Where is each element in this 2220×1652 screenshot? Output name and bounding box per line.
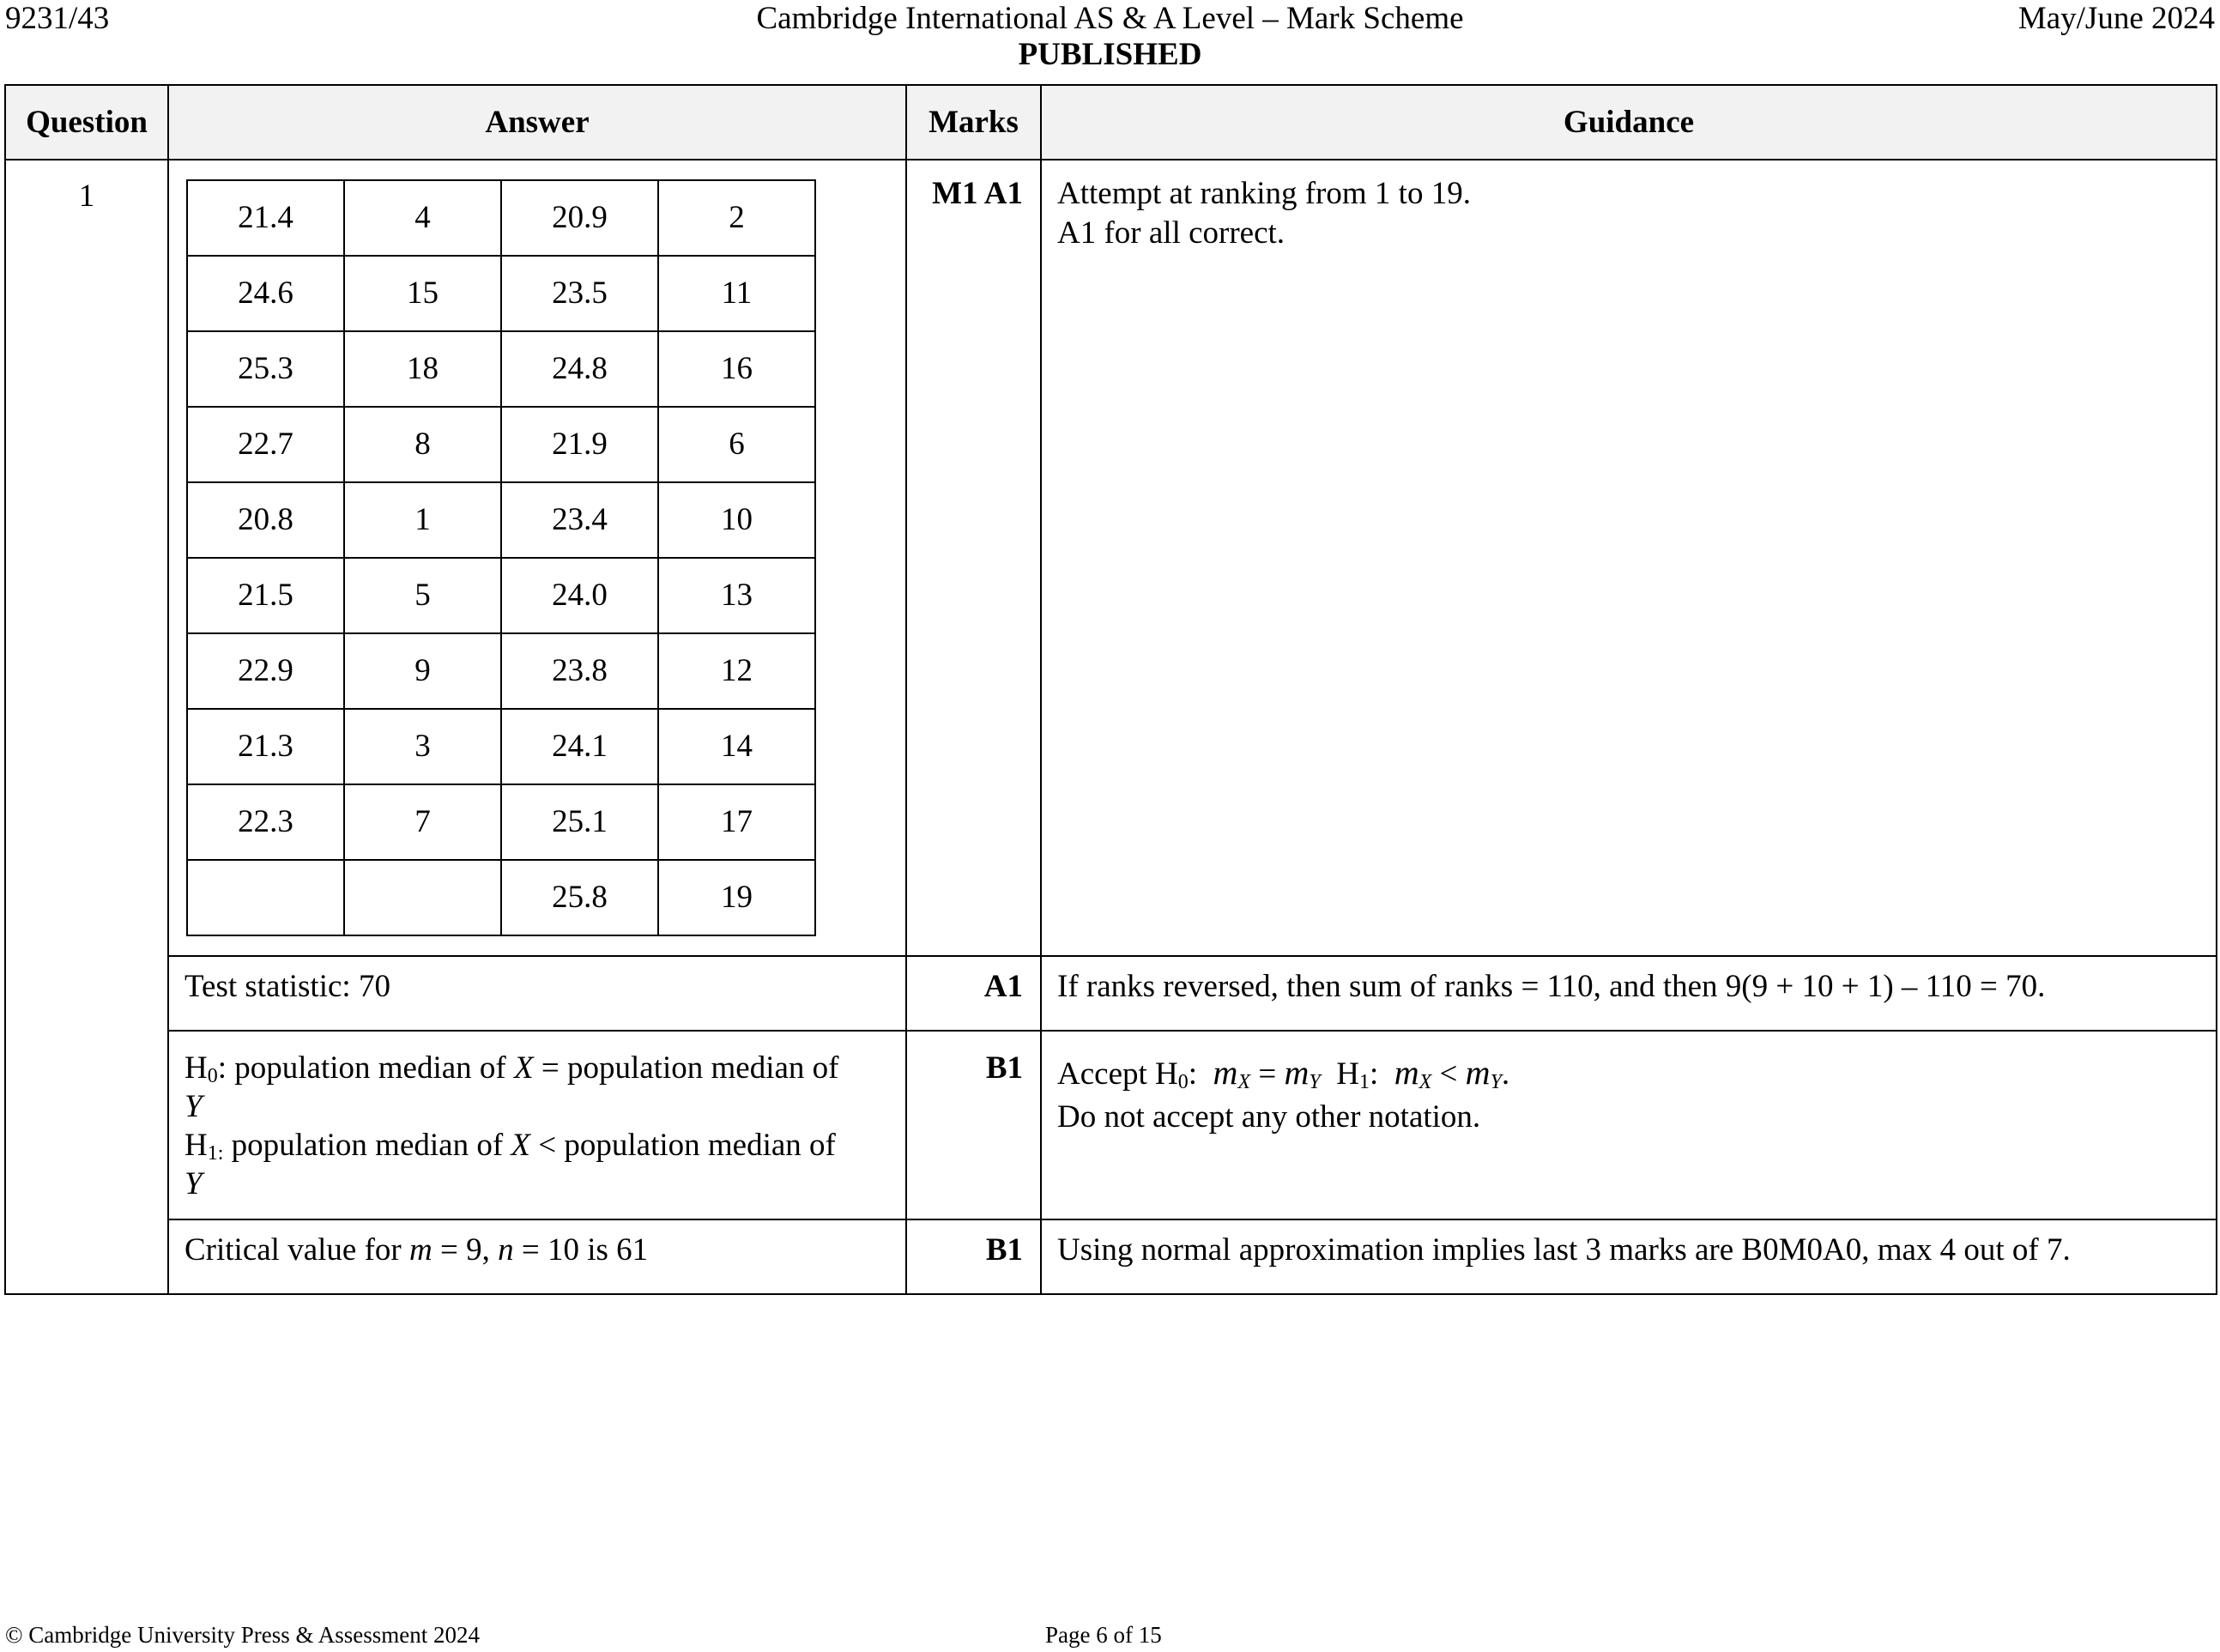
rank-table-row xyxy=(187,784,815,860)
rank-table-cell: 20.9 xyxy=(501,180,658,256)
rank-table-cell: 24.1 xyxy=(501,709,658,784)
header-guidance: Guidance xyxy=(1041,85,2217,160)
rank-table-row xyxy=(187,482,815,558)
rank-table-row xyxy=(187,860,815,935)
rank-table-cell: 24.6 xyxy=(187,256,344,331)
rank-table-cell: 25.8 xyxy=(501,860,658,935)
answer-critical-value: Critical value for m = 9, n = 10 is 61 xyxy=(168,1219,906,1294)
header-question: Question xyxy=(5,85,168,160)
rank-table-cell: 2 xyxy=(658,180,815,256)
page-number: Page 6 of 15 xyxy=(1045,1622,1162,1648)
rank-table-cell: 13 xyxy=(658,558,815,633)
guidance-line: Accept $H_0$: $m_X = m_Y$ $H_1$: $m_X < m_Y$. xyxy=(1057,1053,1510,1093)
mark-scheme-table xyxy=(4,84,2217,1295)
guidance-ranking xyxy=(1041,160,2217,956)
rank-table-row xyxy=(187,256,815,331)
rank-table-cell: 24.0 xyxy=(501,558,658,633)
table-row xyxy=(5,1219,2217,1294)
table-header-row xyxy=(5,85,2217,160)
rank-table-row xyxy=(187,180,815,256)
rank-table-cell: 21.5 xyxy=(187,558,344,633)
marks-critical-value: B1 xyxy=(906,1219,1041,1294)
rank-table-cell: 21.3 xyxy=(187,709,344,784)
exam-session: May/June 2024 xyxy=(2017,1,2215,36)
rank-table-cell: 18 xyxy=(344,331,501,407)
guidance-hypotheses xyxy=(1041,1031,2217,1219)
paper-code: 9231/43 xyxy=(5,1,110,36)
rank-table-cell: 9 xyxy=(344,633,501,709)
rank-table-cell: 8 xyxy=(344,407,501,482)
rank-table-cell xyxy=(344,860,501,935)
rank-table-cell: 14 xyxy=(658,709,815,784)
rank-table-row xyxy=(187,331,815,407)
rank-table-cell: 11 xyxy=(658,256,815,331)
rank-table-cell: 21.9 xyxy=(501,407,658,482)
rank-table-cell: 1 xyxy=(344,482,501,558)
rank-table-cell: 4 xyxy=(344,180,501,256)
header-answer: Answer xyxy=(168,85,906,160)
rank-table-cell: 24.8 xyxy=(501,331,658,407)
rank-table-cell: 22.7 xyxy=(187,407,344,482)
answer-hypotheses xyxy=(168,1031,906,1219)
rank-table-cell: 23.4 xyxy=(501,482,658,558)
rank-table-cell: 6 xyxy=(658,407,815,482)
rank-table-cell: 3 xyxy=(344,709,501,784)
table-row xyxy=(5,1031,2217,1219)
marks-hypotheses: B1 xyxy=(906,1031,1041,1219)
header-marks: Marks xyxy=(906,85,1041,160)
rank-table-cell: 22.9 xyxy=(187,633,344,709)
rank-table-cell: 21.4 xyxy=(187,180,344,256)
table-row xyxy=(5,160,2217,956)
rank-table xyxy=(186,179,816,936)
rank-table-cell: 25.1 xyxy=(501,784,658,860)
alternative-hypothesis: $H_{1:}$ population median of X < population median of Y xyxy=(184,1128,836,1201)
copyright-notice: © Cambridge University Press & Assessment 2024 xyxy=(5,1622,480,1648)
rank-table-cell: 20.8 xyxy=(187,482,344,558)
rank-table-cell: 10 xyxy=(658,482,815,558)
rank-table-cell xyxy=(187,860,344,935)
document-title: Cambridge International AS & A Level – Mark Scheme xyxy=(756,1,1464,36)
question-number: 1 xyxy=(5,160,168,1294)
rank-table-cell: 22.3 xyxy=(187,784,344,860)
table-row xyxy=(5,956,2217,1031)
guidance-test-statistic: If ranks reversed, then sum of ranks = 110, and then 9(9 + 10 + 1) – 110 = 70. xyxy=(1041,956,2217,1031)
guidance-critical-value: Using normal approximation implies last 3 marks are B0M0A0, max 4 out of 7. xyxy=(1041,1219,2217,1294)
published-label: PUBLISHED xyxy=(1018,37,1202,72)
guidance-line: A1 for all correct. xyxy=(1057,215,1285,251)
rank-table-row xyxy=(187,633,815,709)
rank-table-cell: 5 xyxy=(344,558,501,633)
answer-test-statistic: Test statistic: 70 xyxy=(168,956,906,1031)
guidance-line: Attempt at ranking from 1 to 19. xyxy=(1057,176,1471,211)
rank-table-cell: 12 xyxy=(658,633,815,709)
rank-table-cell: 7 xyxy=(344,784,501,860)
rank-table-cell: 23.5 xyxy=(501,256,658,331)
rank-table-cell: 15 xyxy=(344,256,501,331)
marks-test-statistic: A1 xyxy=(906,956,1041,1031)
null-hypothesis: $H_0$: population median of X = population median of Y xyxy=(184,1050,839,1124)
rank-table-row xyxy=(187,709,815,784)
rank-table-cell: 19 xyxy=(658,860,815,935)
answer-ranking xyxy=(168,160,906,956)
rank-table-cell: 25.3 xyxy=(187,331,344,407)
rank-table-cell: 23.8 xyxy=(501,633,658,709)
rank-table-cell: 16 xyxy=(658,331,815,407)
rank-table-row xyxy=(187,407,815,482)
rank-table-row xyxy=(187,558,815,633)
marks-ranking: M1 A1 xyxy=(906,160,1041,956)
guidance-line: Do not accept any other notation. xyxy=(1057,1099,1481,1135)
rank-table-cell: 17 xyxy=(658,784,815,860)
